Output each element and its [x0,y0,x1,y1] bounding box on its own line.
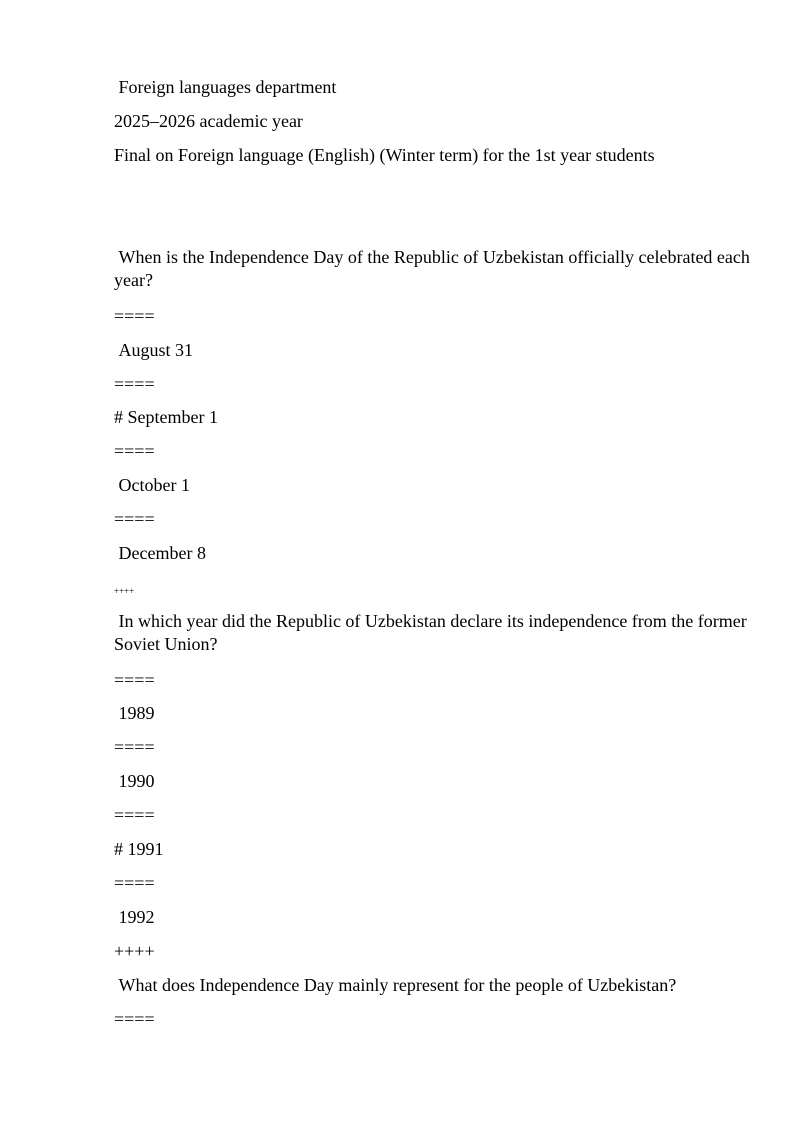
exam-title: Final on Foreign language (English) (Winter term) for the 1st year students [114,145,655,165]
question-1-separator-3: ==== [114,441,155,461]
question-1-text: When is the Independence Day of the Republic of Uzbekistan officially celebrated each year? [114,247,755,290]
question-2-separator-2: ==== [114,737,155,757]
question-1-option-2-correct: # September 1 [114,407,218,427]
question-3-separator-1: ==== [114,1009,155,1029]
question-2-separator-3: ==== [114,805,155,825]
question-2-separator-4: ==== [114,873,155,893]
question-2-option-1: 1989 [114,703,155,723]
question-2-separator-1: ==== [114,670,155,690]
question-3-text: What does Independence Day mainly represent for the people of Uzbekistan? [114,975,677,995]
question-2-option-3-correct: # 1991 [114,839,164,859]
question-2-option-2: 1990 [114,771,155,791]
question-1-option-4: December 8 [114,543,206,563]
question-2-text: In which year did the Republic of Uzbekistan declare its independence from the former Soviet Union? [114,611,752,654]
question-1-separator-4: ==== [114,509,155,529]
question-1-option-1: August 31 [114,340,194,360]
question-1-end-marker: ++++ [114,586,135,596]
question-1-separator-1: ==== [114,306,155,326]
question-1-separator-2: ==== [114,374,155,394]
question-2-end-marker: ++++ [114,941,155,961]
department-heading: Foreign languages department [114,77,337,97]
academic-year: 2025–2026 academic year [114,111,303,131]
question-1-option-3: October 1 [114,475,190,495]
question-2-option-4: 1992 [114,907,155,927]
